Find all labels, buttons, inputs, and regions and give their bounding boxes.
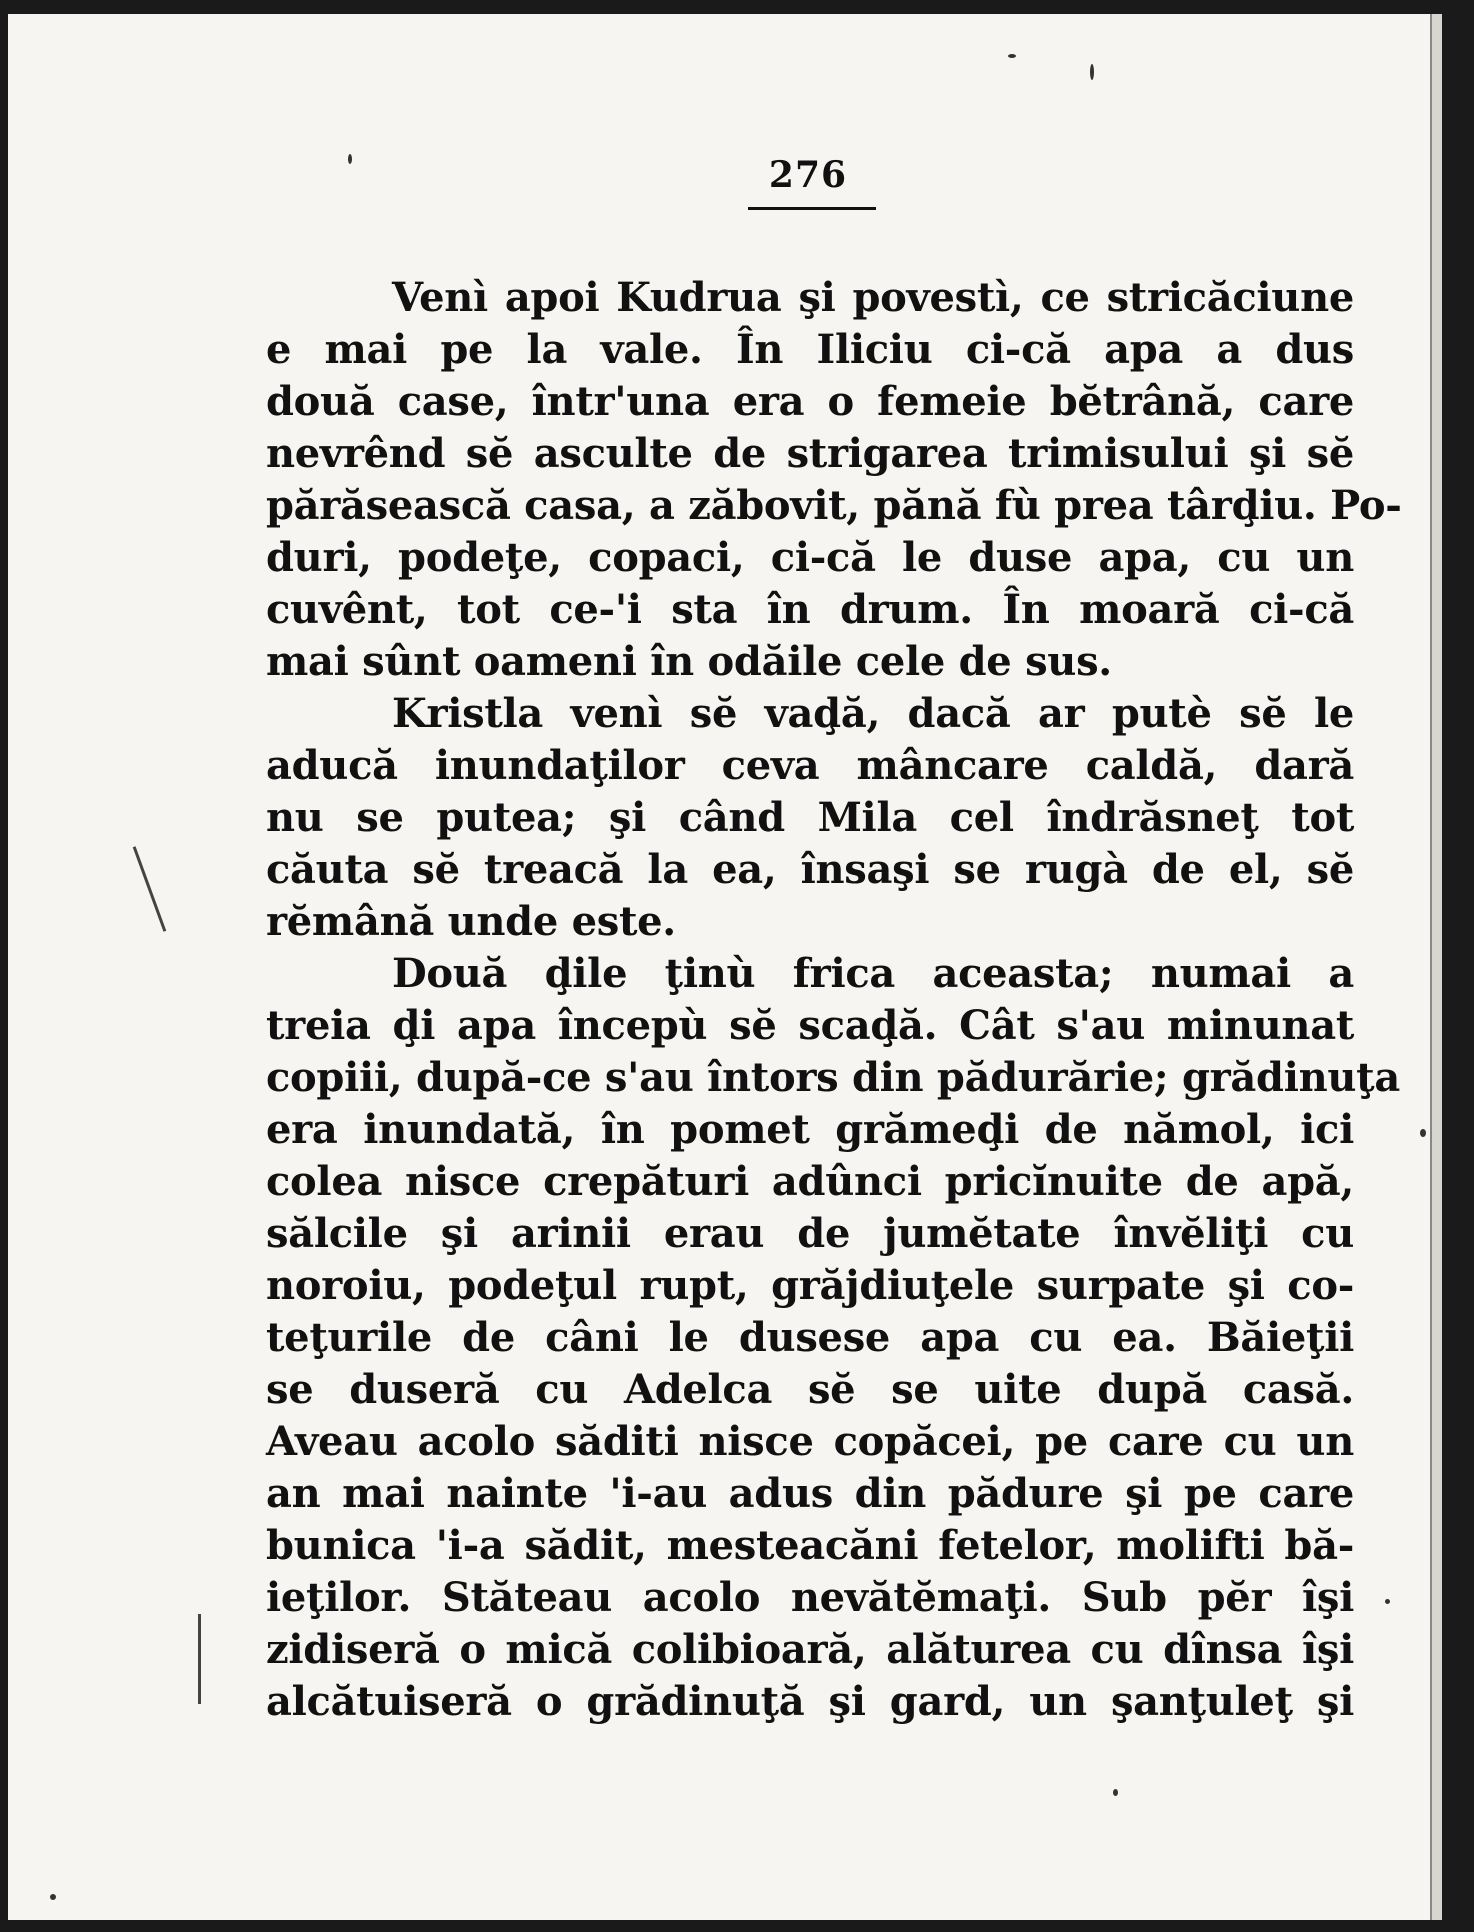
text-line: teţurile de câni le dusese apa cu ea. Băieţii [266, 1314, 1354, 1361]
page-number-rule [748, 207, 876, 210]
text-line: cuvênt, tot ce-'i sta în drum. În moară ci-că [266, 586, 1354, 633]
text-line: căuta sĕ treacă la ea, însaşi se rugà de el, sĕ [266, 846, 1354, 893]
page-edge [1430, 14, 1442, 1920]
scan-speck [1113, 1789, 1118, 1796]
body-text [266, 272, 1402, 1728]
scan-speck [1008, 54, 1016, 58]
scan-speck [348, 154, 352, 164]
text-line: an mai nainte 'i-au adus din pădure şi pe care [266, 1470, 1354, 1517]
scan-speck [1420, 1129, 1426, 1137]
text-line: mai sûnt oameni în odăile cele de sus. [266, 638, 1112, 685]
scan-mark [198, 1614, 201, 1704]
text-line: noroiu, podeţul rupt, grăjdiuţele surpate şi co- [266, 1262, 1354, 1309]
text-line: era inundată, în pomet grămeḑi de nămol, ici [266, 1106, 1354, 1153]
text-line: bunica 'i-a sădit, mesteacăni fetelor, molifti bă- [266, 1522, 1354, 1569]
text-line: alcătuiseră o grădinuţă şi gard, un şanţuleţ şi [266, 1678, 1354, 1725]
text-line: nu se putea; şi când Mila cel îndrăsneţ tot [266, 794, 1354, 841]
page-number: 276 [768, 154, 848, 196]
text-line: treia ḑi apa începù sĕ scaḑă. Cât s'au minunat [266, 1002, 1354, 1049]
text-line: sălcile şi arinii erau de jumĕtate învĕliţi cu [266, 1210, 1354, 1257]
scan-speck [50, 1894, 56, 1900]
text-line: colea nisce crepături adûnci pricĭnuite de apă, [266, 1158, 1354, 1205]
scan-speck [1090, 64, 1094, 80]
scan-mark [133, 846, 167, 932]
text-line: două case, într'una era o femeie bĕtrână, care [266, 378, 1354, 425]
scan-speck [1385, 1599, 1390, 1604]
text-line: copiii, după-ce s'au întors din pădurărie; grădinuţa [266, 1054, 1400, 1101]
text-line: e mai pe la vale. În Iliciu ci-că apa a dus [266, 326, 1354, 373]
text-line: aducă inundaţilor ceva mâncare caldă, dară [266, 742, 1354, 789]
text-line: Venì apoi Kudrua şi povestì, ce stricăciune [392, 274, 1354, 321]
text-line: nevrênd sĕ asculte de strigarea trimisului şi sĕ [266, 430, 1354, 477]
text-line: rĕmână unde este. [266, 898, 676, 945]
text-line: duri, podeţe, copaci, ci-că le duse apa, cu un [266, 534, 1354, 581]
text-line: Aveau acolo săditi nisce copăcei, pe care cu un [266, 1418, 1354, 1465]
text-line: se duseră cu Adelca sĕ se uite după casă. [266, 1366, 1354, 1413]
text-line: Două ḑile ţinù frica aceasta; numai a [392, 950, 1354, 997]
text-line: părăsească casa, a zăbovit, pănă fù prea târḑiu. Po- [266, 482, 1402, 529]
text-line: zidiseră o mică colibioară, alăturea cu dînsa îşi [266, 1626, 1354, 1673]
text-line: Kristla venì sĕ vaḑă, dacă ar putè sĕ le [392, 690, 1354, 737]
text-line: ieţilor. Stăteau acolo nevătĕmaţi. Sub pĕr îşi [266, 1574, 1354, 1621]
book-page [8, 14, 1442, 1920]
